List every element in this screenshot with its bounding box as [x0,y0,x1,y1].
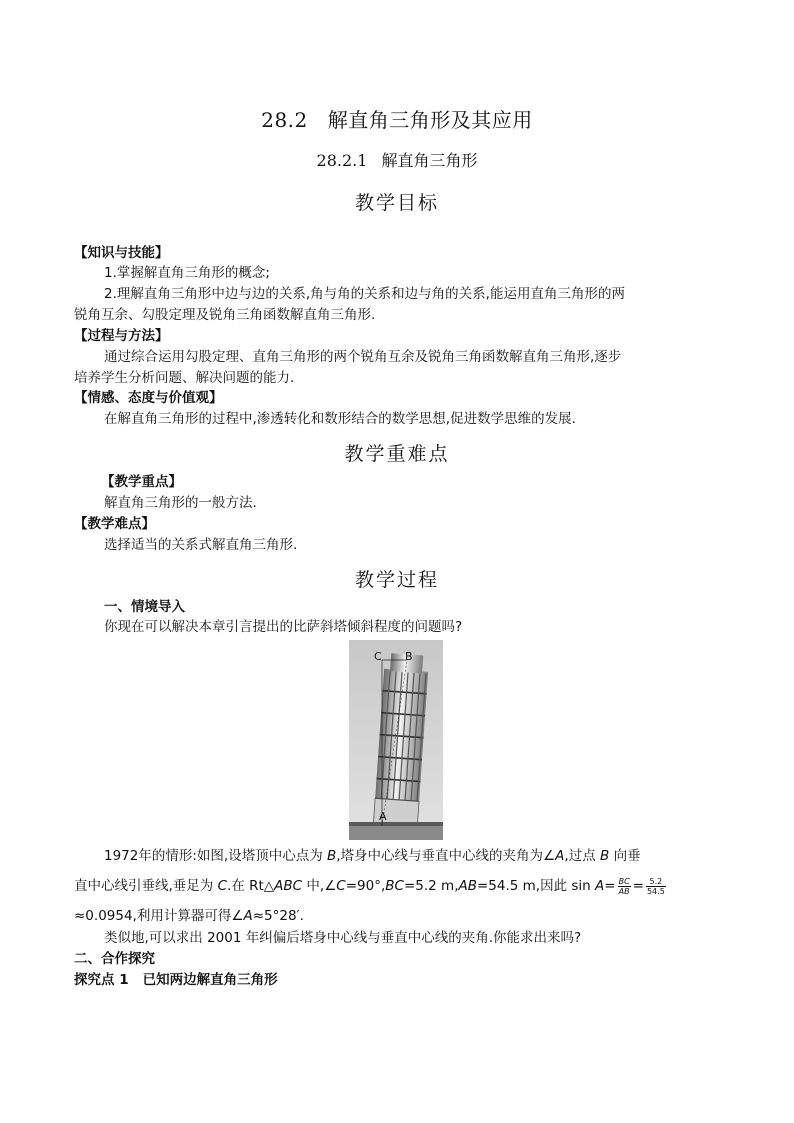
paragraph-2001: 类似地,可以求出 2001 年纠偏后塔身中心线与垂直中心线的夹角.你能求出来吗? [104,930,582,946]
knowledge-label: 【知识与技能】 [74,245,169,261]
section-number: 28.2.1 [316,151,368,170]
knowledge-item-2a: 2.理解直角三角形中边与边的关系,角与角的关系和边与角的关系,能运用直角三角形的两 [104,286,625,302]
label-a: A [379,810,387,823]
pisa-tower-photo [349,640,443,840]
cooperation-label: 二、合作探究 [74,951,155,967]
fraction-bc-ab: $\frac{BC}{AB}$ [618,876,630,896]
process-label: 【过程与方法】 [74,328,169,344]
intro-label: 一、情境导入 [104,599,185,615]
chapter-name: 解直角三角形及其应用 [327,108,533,132]
label-b: B [405,650,413,663]
attitude-text: 在解直角三角形的过程中,渗透转化和数形结合的数学思想,促进数学思维的发展. [104,411,576,427]
attitude-label: 【情感、态度与价值观】 [74,390,223,406]
intro-question: 你现在可以解决本章引言提出的比萨斜塔倾斜程度的问题吗? [104,619,463,635]
section-name: 解直角三角形 [381,151,478,170]
difficulty-label: 【教学难点】 [74,516,155,532]
paragraph-1972-line-3: ≈0.0954,利用计算器可得∠A≈5°28′. [74,908,304,924]
paragraph-1972-line-1: 1972年的情形:如图,设塔顶中心点为 B,塔身中心线与垂直中心线的夹角为∠A,过点 B 向垂 [104,848,641,864]
keypoints-heading: 教学重难点 [344,443,450,465]
section-title [0,148,794,171]
pisa-tower-drawing [349,640,443,840]
focus-text: 解直角三角形的一般方法. [104,495,257,511]
knowledge-item-2b: 锐角互余、勾股定理及锐角三角函数解直角三角形. [74,307,376,323]
process-text-a: 通过综合运用勾股定理、直角三角形的两个锐角互余及锐角三角函数解直角三角形,逐步 [104,349,622,365]
fraction-values: $\frac{5.2}{54.5}$ [646,876,665,896]
process-heading: 教学过程 [354,569,439,591]
knowledge-item-1: 1.掌握解直角三角形的概念; [104,265,270,281]
explore-point-1: 探究点 1 已知两边解直角三角形 [74,972,278,988]
chapter-title [0,104,794,133]
difficulty-text: 选择适当的关系式解直角三角形. [104,537,298,553]
focus-label: 【教学重点】 [101,474,182,490]
label-c: C [374,650,382,663]
paragraph-1972-line-2: 直中心线引垂线,垂足为 C.在 Rt△ABC 中,∠C=90°,BC=5.2 m,AB=54.5 m,因此 sin A= $\frac{BC}{AB}$ = $\frac{5.2}{54.5}$ [74,876,665,896]
chapter-number: 28.2 [261,108,308,132]
process-text-b: 培养学生分析问题、解决问题的能力. [74,370,295,386]
goals-heading: 教学目标 [354,192,439,214]
